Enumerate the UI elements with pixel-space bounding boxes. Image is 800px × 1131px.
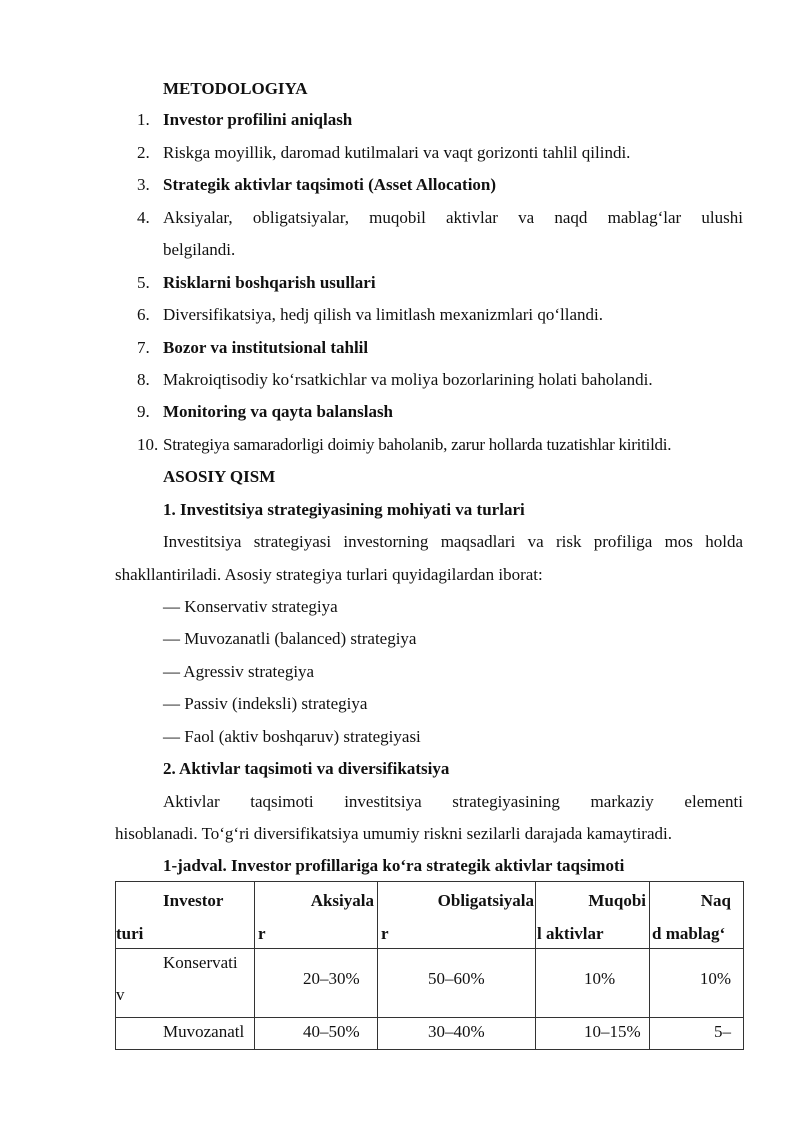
word: naqd bbox=[554, 208, 588, 227]
section2-paragraph-line1 bbox=[163, 792, 743, 812]
section2-title: 2. Aktivlar taqsimoti va diversifikatsiya bbox=[163, 759, 450, 778]
strategy-list-item: — Passiv (indeksli) strategiya bbox=[163, 694, 368, 713]
item-text: Strategiya samaradorligi doimiy baholanib, zarur hollarda tuzatishlar kiritildi. bbox=[163, 435, 672, 454]
word: strategiyasining bbox=[452, 792, 560, 811]
cell-alternatives bbox=[536, 949, 650, 1018]
item-number: 5. bbox=[137, 273, 150, 292]
word: aktivlar bbox=[446, 208, 498, 227]
item-text: Monitoring va qayta balanslash bbox=[163, 402, 394, 421]
cell-bonds bbox=[378, 1018, 536, 1050]
item-text: Diversifikatsiya, hedj qilish va limitlash mexanizmlari qo‘llandi. bbox=[163, 305, 604, 324]
item-number: 2. bbox=[137, 143, 150, 162]
word: holda bbox=[705, 532, 743, 551]
section2-paragraph-line2: hisoblanadi. To‘g‘ri diversifikatsiya umumiy riskni sezilarli darajada kamaytiradi. bbox=[115, 824, 672, 843]
strategy-list-item: — Faol (aktiv boshqaruv) strategiyasi bbox=[163, 727, 421, 746]
item-number: 1. bbox=[137, 110, 150, 129]
cell-cash bbox=[650, 1018, 744, 1050]
cell-text: 10–15% bbox=[584, 1022, 641, 1041]
word: profiliga bbox=[593, 532, 653, 551]
word: mablag‘lar bbox=[607, 208, 682, 227]
item-number: 10. bbox=[137, 435, 159, 454]
strategy-list-item: — Konservativ strategiya bbox=[163, 597, 338, 616]
word: Aktivlar bbox=[163, 792, 220, 811]
table-caption: 1-jadval. Investor profillariga ko‘ra strategik aktivlar taqsimoti bbox=[163, 856, 625, 875]
header-cell-alternatives bbox=[536, 882, 650, 949]
header-text: Investor bbox=[163, 891, 224, 910]
header-text: d mablag‘ bbox=[652, 924, 726, 943]
header-text: Naq bbox=[700, 891, 731, 910]
cell-cash bbox=[650, 949, 744, 1018]
word: strategiyasi bbox=[253, 532, 332, 551]
table-row bbox=[116, 1018, 744, 1050]
header-text: Aksiyala bbox=[310, 891, 374, 910]
cell-alternatives bbox=[536, 1018, 650, 1050]
item-text-justified bbox=[163, 208, 743, 228]
header-text: r bbox=[258, 924, 266, 943]
table-row bbox=[116, 949, 744, 1018]
word: investitsiya bbox=[344, 792, 422, 811]
item-text: Risklarni boshqarish usullari bbox=[163, 273, 376, 292]
item-text: Makroiqtisodiy ko‘rsatkichlar va moliya bozorlarining holati baholandi. bbox=[163, 370, 653, 389]
methodology-heading: METODOLOGIYA bbox=[163, 79, 308, 98]
cell-text: 5– bbox=[714, 1022, 731, 1041]
item-text-continuation: belgilandi. bbox=[163, 240, 236, 259]
word: va bbox=[527, 532, 544, 551]
header-text: Muqobi bbox=[588, 891, 646, 910]
header-text: turi bbox=[116, 924, 144, 943]
word: muqobil bbox=[369, 208, 426, 227]
cell-text: Muvozanatl bbox=[163, 1022, 245, 1041]
item-text: Investor profilini aniqlash bbox=[163, 110, 353, 129]
item-text: Bozor va institutsional tahlil bbox=[163, 338, 369, 357]
item-text: Strategik aktivlar taqsimoti (Asset Allocation) bbox=[163, 175, 497, 194]
header-cell-investor-type bbox=[116, 882, 255, 949]
word: Investitsiya bbox=[163, 532, 242, 551]
item-number: 8. bbox=[137, 370, 150, 389]
word: mos bbox=[664, 532, 693, 551]
word: va bbox=[518, 208, 535, 227]
cell-text: v bbox=[116, 985, 125, 1004]
item-number: 3. bbox=[137, 175, 150, 194]
cell-stocks bbox=[255, 949, 378, 1018]
word: investorning bbox=[343, 532, 429, 551]
word: risk bbox=[555, 532, 582, 551]
header-cell-stocks bbox=[255, 882, 378, 949]
cell-text: Konservati bbox=[163, 953, 238, 972]
strategy-list-item: — Muvozanatli (balanced) strategiya bbox=[163, 629, 417, 648]
cell-bonds bbox=[378, 949, 536, 1018]
cell-text: 50–60% bbox=[428, 969, 485, 988]
item-number: 6. bbox=[137, 305, 150, 324]
header-text: r bbox=[381, 924, 389, 943]
header-text: Obligatsiyala bbox=[437, 891, 534, 910]
cell-text: 10% bbox=[699, 969, 731, 988]
word: obligatsiyalar, bbox=[252, 208, 349, 227]
cell-stocks bbox=[255, 1018, 378, 1050]
cell-text: 30–40% bbox=[428, 1022, 485, 1041]
word: elementi bbox=[684, 792, 743, 811]
main-section-heading: ASOSIY QISM bbox=[163, 467, 276, 486]
section1-paragraph-line2: shakllantiriladi. Asosiy strategiya turlari quyidagilardan iborat: bbox=[115, 565, 543, 584]
word: maqsadlari bbox=[440, 532, 516, 551]
item-number: 9. bbox=[137, 402, 150, 421]
word: Aksiyalar, bbox=[163, 208, 233, 227]
item-number: 7. bbox=[137, 338, 150, 357]
cell-text: 10% bbox=[584, 969, 616, 988]
table-header-row bbox=[116, 882, 744, 949]
item-number: 4. bbox=[137, 208, 150, 227]
header-cell-bonds bbox=[378, 882, 536, 949]
item-text: Riskga moyillik, daromad kutilmalari va vaqt gorizonti tahlil qilindi. bbox=[163, 143, 631, 162]
cell-text: 20–30% bbox=[303, 969, 360, 988]
section1-title: 1. Investitsiya strategiyasining mohiyati va turlari bbox=[163, 500, 525, 519]
strategy-list-item: — Agressiv strategiya bbox=[163, 662, 315, 681]
allocation-table bbox=[115, 881, 744, 1050]
cell-text: 40–50% bbox=[303, 1022, 360, 1041]
word: markaziy bbox=[590, 792, 654, 811]
cell-investor-type bbox=[116, 949, 255, 1018]
header-cell-cash bbox=[650, 882, 744, 949]
section1-paragraph-line1 bbox=[163, 532, 743, 552]
word: ulushi bbox=[701, 208, 743, 227]
header-text: l aktivlar bbox=[537, 924, 604, 943]
word: taqsimoti bbox=[250, 792, 314, 811]
cell-investor-type bbox=[116, 1018, 255, 1050]
